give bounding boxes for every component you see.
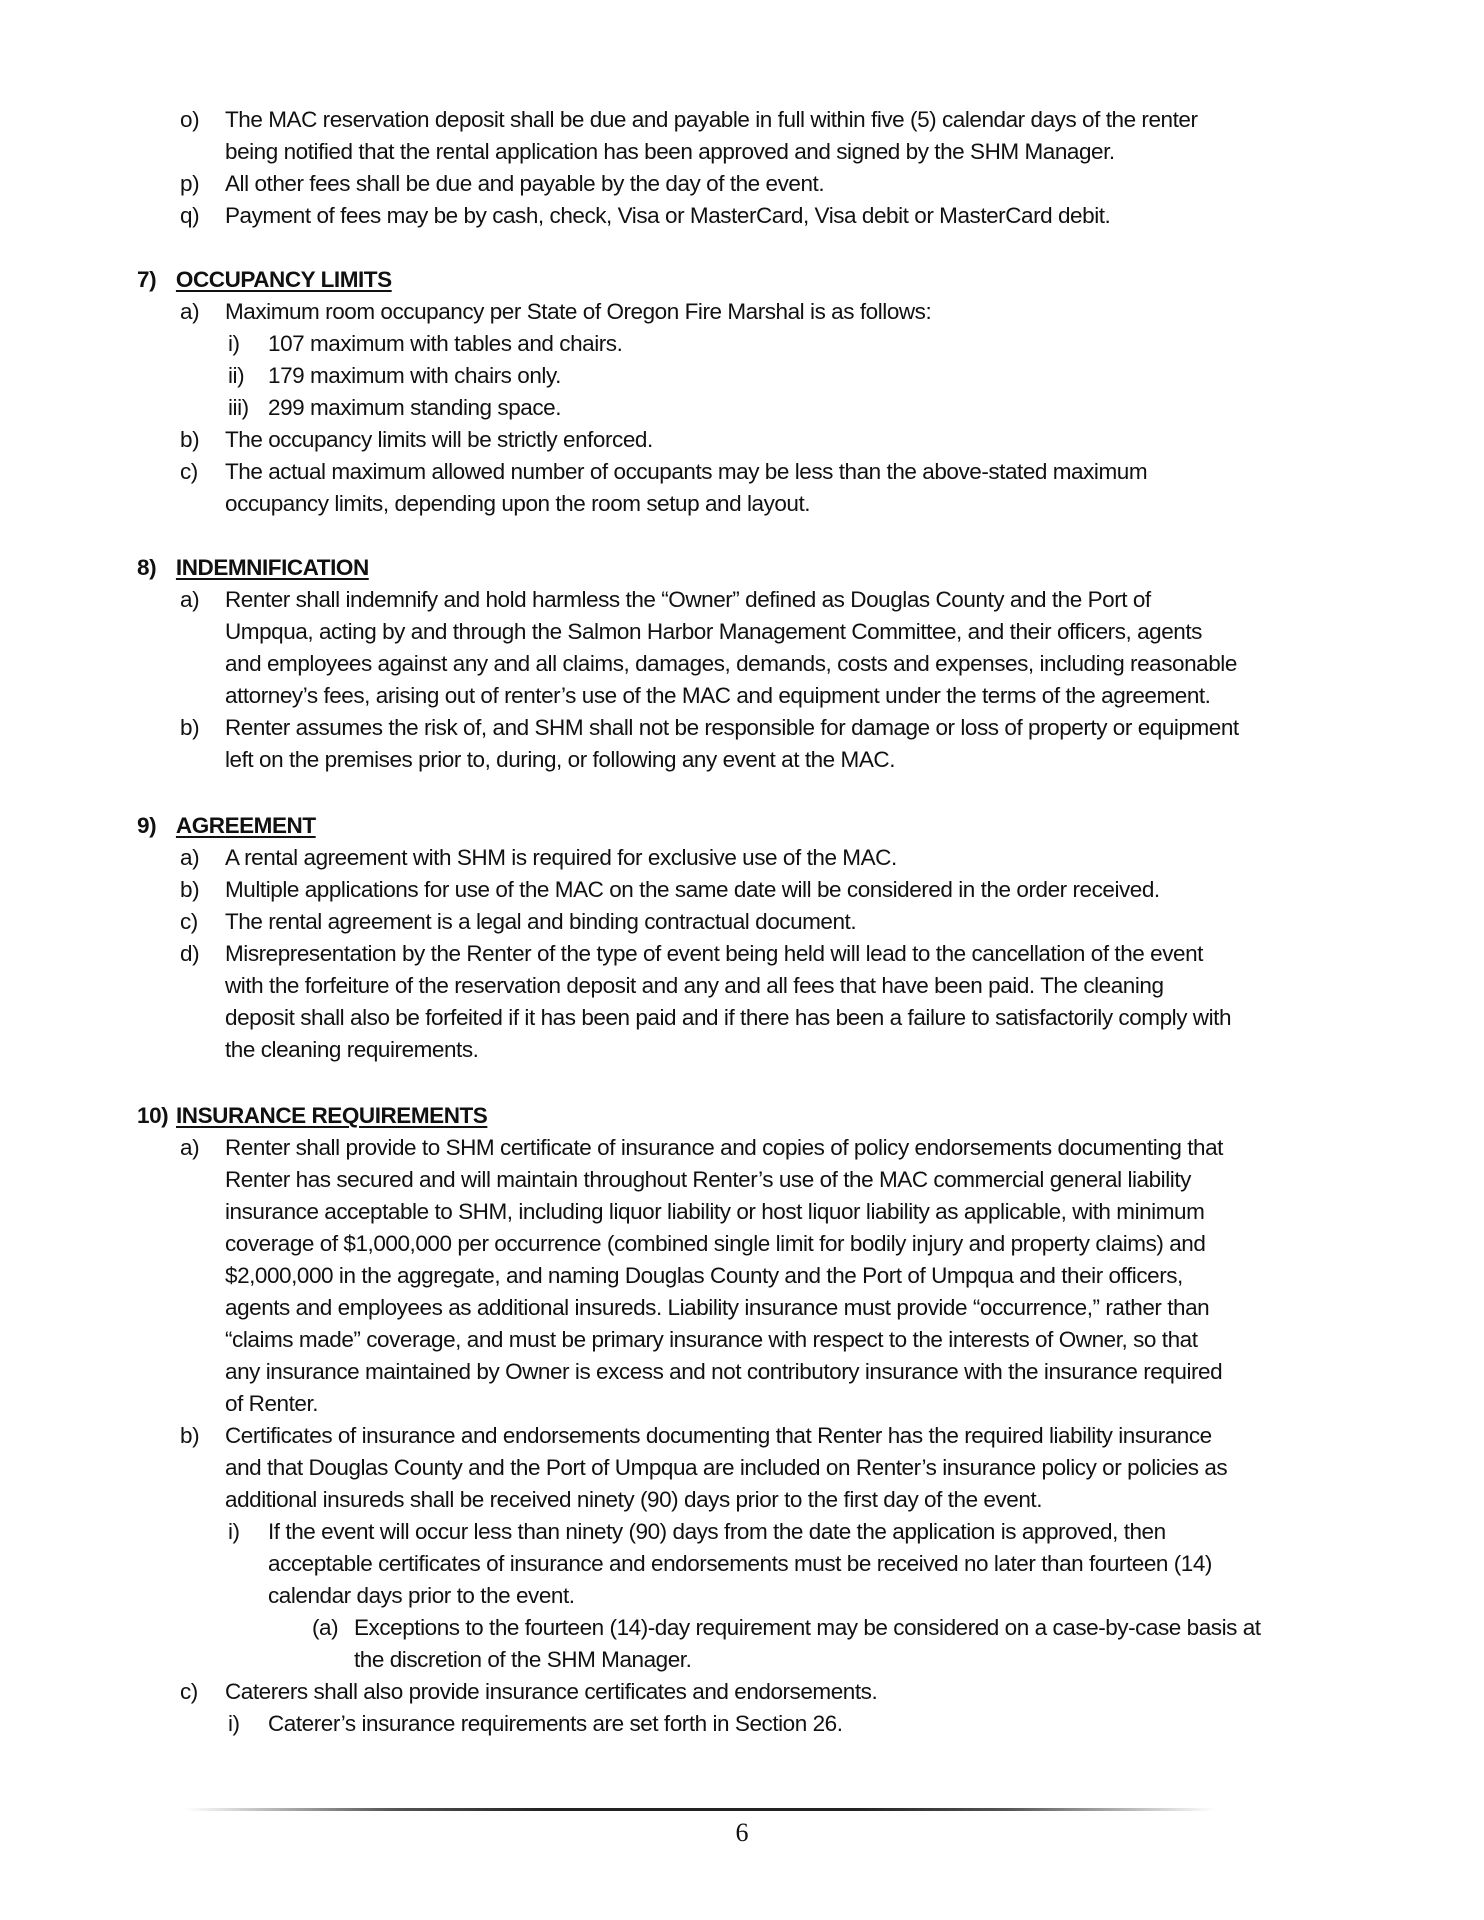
item-text: Certificates of insurance and endorsements documenting that Renter has the required liability insurance [225, 1423, 1212, 1448]
item-marker: a) [180, 299, 200, 324]
section-number: 7) [137, 267, 157, 292]
item-marker: a) [180, 845, 200, 870]
subitem-marker: iii) [228, 395, 249, 420]
item-text: being notified that the rental application has been approved and signed by the SHM Manager. [225, 139, 1115, 164]
item-text: A rental agreement with SHM is required for exclusive use of the MAC. [225, 845, 897, 870]
item-text: Maximum room occupancy per State of Oregon Fire Marshal is as follows: [225, 299, 932, 324]
item-text: Renter shall provide to SHM certificate of insurance and copies of policy endorsements documenting that [225, 1135, 1223, 1160]
subitem-text: calendar days prior to the event. [268, 1583, 575, 1608]
item-text: The occupancy limits will be strictly enforced. [225, 427, 653, 452]
section-number: 10) [137, 1103, 169, 1128]
section-heading [137, 1100, 487, 1132]
item-marker: b) [180, 427, 200, 452]
subsubitem-text: Exceptions to the fourteen (14)-day requirement may be considered on a case-by-case basis at [354, 1615, 1261, 1640]
subitem-text: 299 maximum standing space. [268, 395, 562, 420]
subitem-marker: ii) [228, 363, 245, 388]
item-marker: b) [180, 1423, 200, 1448]
subitem-text: 179 maximum with chairs only. [268, 363, 561, 388]
item-text: The actual maximum allowed number of occupants may be less than the above-stated maximum [225, 459, 1148, 484]
item-text: Misrepresentation by the Renter of the type of event being held will lead to the cancellation of the event [225, 941, 1203, 966]
section-number: 8) [137, 555, 157, 580]
subsubitem-text: the discretion of the SHM Manager. [354, 1647, 692, 1672]
item-text: with the forfeiture of the reservation deposit and any and all fees that have been paid. The cleaning [225, 973, 1164, 998]
item-text: agents and employees as additional insureds. Liability insurance must provide “occurrence,” rather than [225, 1295, 1210, 1320]
item-text: occupancy limits, depending upon the room setup and layout. [225, 491, 811, 516]
subitem-text: 107 maximum with tables and chairs. [268, 331, 623, 356]
item-text: and employees against any and all claims, damages, demands, costs and expenses, including reasonable [225, 651, 1237, 676]
item-marker: a) [180, 587, 200, 612]
section-title: INDEMNIFICATION [175, 555, 369, 580]
item-text: Renter assumes the risk of, and SHM shall not be responsible for damage or loss of property or equipment [225, 715, 1239, 740]
item-text: The MAC reservation deposit shall be due and payable in full within five (5) calendar days of the renter [225, 107, 1198, 132]
item-marker: o) [180, 107, 200, 132]
subitem-marker: i) [228, 331, 240, 356]
item-marker: a) [180, 1135, 200, 1160]
item-marker: d) [180, 941, 200, 966]
item-text: All other fees shall be due and payable by the day of the event. [225, 171, 825, 196]
item-text: “claims made” coverage, and must be primary insurance with respect to the interests of Owner, so that [225, 1327, 1198, 1352]
item-text: Caterers shall also provide insurance certificates and endorsements. [225, 1679, 878, 1704]
item-marker: c) [180, 459, 198, 484]
item-marker: q) [180, 203, 200, 228]
subitem-text: Caterer’s insurance requirements are set forth in Section 26. [268, 1711, 843, 1736]
section-number: 9) [137, 813, 157, 838]
item-text: coverage of $1,000,000 per occurrence (combined single limit for bodily injury and property claims) and [225, 1231, 1206, 1256]
section-title: OCCUPANCY LIMITS [175, 267, 392, 292]
section-heading [137, 810, 316, 842]
item-text: attorney’s fees, arising out of renter’s use of the MAC and equipment under the terms of the agreement. [225, 683, 1211, 708]
item-text: deposit shall also be forfeited if it has been paid and if there has been a failure to satisfactorily comply with [225, 1005, 1232, 1030]
item-text: any insurance maintained by Owner is excess and not contributory insurance with the insurance required [225, 1359, 1223, 1384]
item-text: Multiple applications for use of the MAC on the same date will be considered in the order received. [225, 877, 1160, 902]
section-heading [137, 264, 392, 296]
subitem-text: acceptable certificates of insurance and endorsements must be received no later than fourteen (14) [268, 1551, 1212, 1576]
section-title: AGREEMENT [175, 813, 316, 838]
item-marker: b) [180, 715, 200, 740]
item-marker: c) [180, 909, 198, 934]
subitem-marker: i) [228, 1519, 240, 1544]
item-text: The rental agreement is a legal and binding contractual document. [225, 909, 857, 934]
item-text: Renter shall indemnify and hold harmless the “Owner” defined as Douglas County and the Port of [225, 587, 1151, 612]
page-number: 6 [735, 1818, 749, 1847]
item-text: $2,000,000 in the aggregate, and naming Douglas County and the Port of Umpqua and their officers, [225, 1263, 1183, 1288]
item-text: the cleaning requirements. [225, 1037, 479, 1062]
section-title: INSURANCE REQUIREMENTS [175, 1103, 488, 1128]
item-text: of Renter. [225, 1391, 319, 1416]
subsubitem-marker: (a) [312, 1615, 339, 1640]
item-marker: b) [180, 877, 200, 902]
item-text: and that Douglas County and the Port of Umpqua are included on Renter’s insurance policy or policies as [225, 1455, 1228, 1480]
item-text: Payment of fees may be by cash, check, Visa or MasterCard, Visa debit or MasterCard debit. [225, 203, 1111, 228]
item-text: Umpqua, acting by and through the Salmon Harbor Management Committee, and their officers, agents [225, 619, 1202, 644]
item-text: insurance acceptable to SHM, including liquor liability or host liquor liability as applicable, with minimum [225, 1199, 1205, 1224]
item-marker: c) [180, 1679, 198, 1704]
subitem-text: If the event will occur less than ninety (90) days from the date the application is approved, then [268, 1519, 1166, 1544]
item-text: left on the premises prior to, during, or following any event at the MAC. [225, 747, 896, 772]
section-heading [137, 552, 369, 584]
item-marker: p) [180, 171, 200, 196]
footer-divider [185, 1808, 1215, 1811]
item-text: Renter has secured and will maintain throughout Renter’s use of the MAC commercial general liability [225, 1167, 1191, 1192]
item-text: additional insureds shall be received ninety (90) days prior to the first day of the event. [225, 1487, 1043, 1512]
subitem-marker: i) [228, 1711, 240, 1736]
